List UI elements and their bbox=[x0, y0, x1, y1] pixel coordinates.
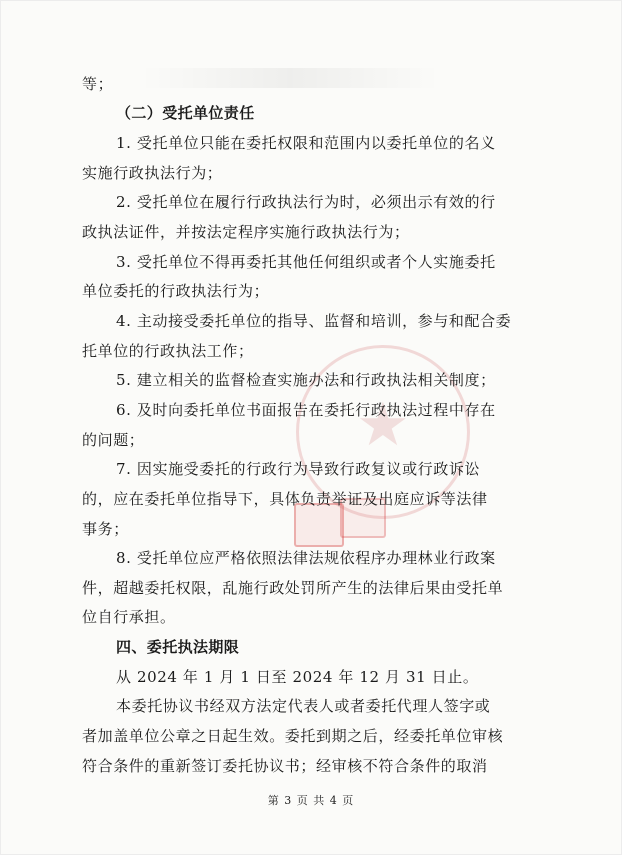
section-heading: 四、委托执法期限 bbox=[116, 638, 240, 656]
personal-seal-stamp bbox=[294, 503, 344, 547]
text-line: 1. 受托单位只能在委托权限和范围内以委托单位的名义 bbox=[116, 134, 496, 152]
text-line: 实施行政执法行为； bbox=[82, 164, 223, 182]
text-line: 符合条件的重新签订委托协议书；经审核不符合条件的取消 bbox=[82, 757, 488, 775]
text-line: 5. 建立相关的监督检查实施办法和行政执法相关制度； bbox=[116, 371, 496, 389]
text-line: 4. 主动接受委托单位的指导、监督和培训，参与和配合委 bbox=[116, 312, 512, 330]
text-line: 3. 受托单位不得再委托其他任何组织或者个人实施委托 bbox=[116, 253, 496, 271]
text-line: 的问题； bbox=[82, 431, 145, 449]
text-line: 者加盖单位公章之日起生效。委托到期之后，经委托单位审核 bbox=[82, 727, 504, 745]
show-through-text bbox=[140, 68, 440, 88]
text-line: 的，应在委托单位指导下，具体负责举证及出庭应诉等法律 bbox=[82, 490, 488, 508]
text-line: 从 2024 年 1 月 1 日至 2024 年 12 月 31 日止。 bbox=[116, 668, 479, 686]
text-line: 事务； bbox=[82, 520, 129, 538]
text-line: 6. 及时向委托单位书面报告在委托行政执法过程中存在 bbox=[116, 401, 496, 419]
text-line: 位自行承担。 bbox=[82, 608, 176, 626]
official-seal-star-icon: ★ bbox=[356, 390, 410, 460]
text-line: 单位委托的行政执法行为； bbox=[82, 282, 270, 300]
text-line: 件，超越委托权限，乱施行政处罚所产生的法律后果由受托单 bbox=[82, 579, 504, 597]
text-line: 本委托协议书经双方法定代表人或者委托代理人签字或 bbox=[116, 697, 491, 715]
text-line: 7. 因实施受委托的行政行为导致行政复议或行政诉讼 bbox=[116, 460, 481, 478]
text-line: 政执法证件，并按法定程序实施行政执法行为； bbox=[82, 223, 410, 241]
section-heading: （二）受托单位责任 bbox=[116, 104, 255, 122]
page-number: 第 3 页 共 4 页 bbox=[267, 794, 355, 807]
text-line: 托单位的行政执法工作； bbox=[82, 342, 254, 360]
text-line: 8. 受托单位应严格依照法律法规依程序办理林业行政案 bbox=[116, 549, 496, 567]
text-line: 2. 受托单位在履行行政执法行为时，必须出示有效的行 bbox=[116, 193, 496, 211]
text-line: 等； bbox=[82, 75, 114, 93]
